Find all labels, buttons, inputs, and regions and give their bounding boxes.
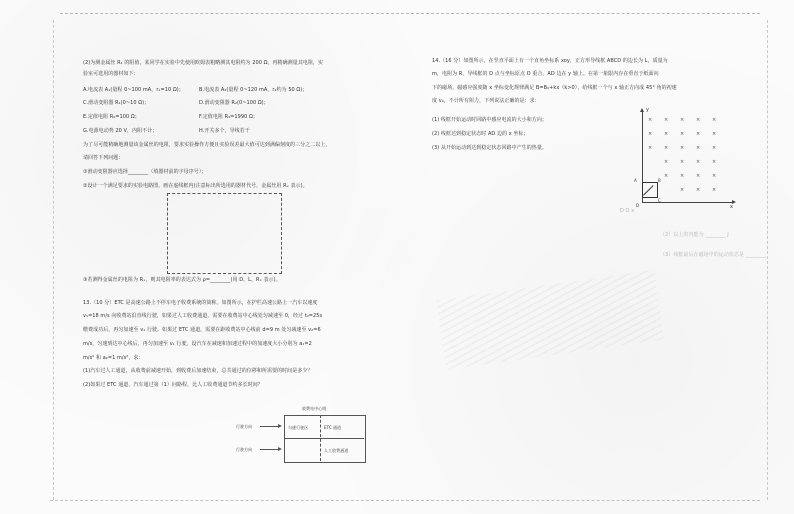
arrow-up-icon — [640, 108, 644, 112]
page-edge-right — [767, 20, 768, 500]
etc-row1-direction: 行驶方向 — [236, 424, 253, 429]
q2-option-f: F.定值电阻 R₄=1990 Ω； — [199, 114, 258, 120]
x-axis-label: x — [730, 204, 734, 210]
q2-option-a: A.电流表 A₁(量程 0~100 mA，r₁=10 Ω)； — [83, 87, 184, 93]
q14-part-2: (2) 线框达到稳定状态时 AD 边的 x 坐标； — [432, 131, 529, 137]
q2-option-c: C.滑动变阻器 R₁(0~10 Ω)； — [83, 100, 150, 106]
arrow-right-icon — [278, 424, 282, 428]
etc-row2-direction: 行驶方向 — [236, 447, 253, 452]
field-mark-icon: × — [696, 117, 701, 123]
etc-row1-middle: 匀速行驶区 — [288, 425, 309, 430]
page-edge-left — [53, 20, 54, 500]
field-mark-icon: × — [664, 117, 669, 123]
field-mark-icon: × — [664, 159, 669, 165]
field-mark-icon: × — [680, 131, 685, 137]
etc-row1-arrow — [260, 426, 280, 427]
ghost-line-1: （2）以上的内能为 ________ J — [660, 232, 729, 238]
q13-part-2: (2)如果过 ETC 通道，汽车通过第（1）问路程，比人工收费通道节约多长时间？ — [83, 382, 263, 388]
field-mark-icon: × — [712, 173, 717, 179]
corner-a-label: A — [634, 178, 637, 183]
etc-lanes-frame — [284, 415, 366, 463]
page-edge-bottom — [50, 500, 760, 501]
field-mark-icon: × — [712, 145, 717, 151]
field-mark-icon: × — [648, 145, 653, 151]
field-mark-icon: × — [664, 145, 669, 151]
q13-line-1: 13.（10 分）ETC 是高速公路上不停车电子收费系统的简称。如图所示，在护栏高速公路上一汽车以速度 — [83, 300, 318, 306]
q14-part-1: (1) 线框开始运动时回路中感应电流的大小和方向； — [432, 117, 547, 123]
etc-center-label: 收费站中心线 — [302, 406, 327, 411]
q2-option-d: D.滑动变阻器 R₂(0~100 Ω)； — [199, 100, 269, 106]
q14-line-2: m，电阻为 R，导线框的 D 点与坐标原点 O 重合，AD 边在 y 轴上。在第一象限内存在垂直于纸面向 — [432, 71, 659, 77]
q2-line-2: 验室可选用的器材如下： — [83, 71, 139, 77]
q14-line-1: 14.（16 分）如图所示，在竖直平面上有一个直角坐标系 xoy，正方形导线框 ABCD 的边长为 L，质量为 — [432, 58, 668, 64]
magnetic-field-figure — [626, 107, 736, 210]
field-mark-icon: × — [680, 117, 685, 123]
page-edge-top — [60, 13, 760, 14]
q2-line-1: (2)为测金属丝 R₁ 的阻值，某同学在实验中先使用欧姆表粗略测其电阻约为 200 Ω，再精确测量其电阻，实 — [83, 60, 323, 66]
field-mark-icon: × — [680, 159, 685, 165]
y-axis-label: y — [646, 107, 650, 113]
q2-option-e: E.定值电阻 R₀=100 Ω； — [83, 114, 140, 120]
q2-option-b: B.电流表 A₂(量程 0~120 mA，r₂约为 50 Ω)； — [199, 87, 308, 93]
field-mark-icon: × — [648, 117, 653, 123]
q13-part-1: (1)汽车过人工通道，从收费前减速开始，到收费后加速结束，总共通过的位移和所需要的时间是多少？ — [83, 368, 313, 374]
field-mark-icon: × — [696, 145, 701, 151]
wire-frame-square — [642, 182, 658, 198]
q13-line-2: v₁=18 m/s 向收费站沿直线行驶，如果过人工收费通道，需要在收费站中心线处匀减速至 0，经过 t₀=25s — [83, 313, 323, 319]
q13-line-4: m/s，匀速到达中心线后，再匀加速至 v₁ 行驶。设汽车在减速和加速过程中的加速度大小分别为 a₁=2 — [83, 341, 312, 347]
origin-d-label: D — [636, 203, 640, 208]
etc-row1-right: ETC 通道 — [324, 425, 342, 430]
arrow-right-icon — [278, 447, 282, 451]
field-mark-icon: × — [712, 187, 717, 193]
etc-lane-divider — [284, 438, 364, 439]
field-mark-icon: × — [664, 173, 669, 179]
field-mark-icon: × — [680, 187, 685, 193]
field-mark-icon: × — [664, 131, 669, 137]
q2-prompt: 请回答下列问题： — [83, 155, 124, 161]
q13-line-3: 缴费成功后，再匀加速至 v₁ 行驶。如果过 ETC 通道，需要在距收费站中心线前 d=9 m 处匀减速至 v₂=6 — [83, 327, 321, 333]
q2-sub-1: ①滑动变阻器应选择________（填器材前的字母序号）； — [83, 169, 207, 175]
corner-c-label: C — [658, 198, 661, 203]
etc-row2-arrow — [260, 449, 280, 450]
field-mark-icon: × — [680, 145, 685, 151]
field-mark-icon: × — [696, 173, 701, 179]
q13-line-5: m/s² 和 a₂=1 m/s²，求： — [83, 355, 144, 361]
ghost-line-2: （3）线框最后在磁场中的运动状态是 ________ — [660, 252, 767, 258]
field-mark-icon: × — [696, 131, 701, 137]
field-mark-icon: × — [648, 131, 653, 137]
etc-diagram — [236, 406, 366, 466]
q2-sub-2: ②设计一个满足要求的实验电路图，画在虚线框内(注意标出所选用的器材代号，金属丝用 Rₓ 表示)。 — [83, 183, 308, 189]
x-axis — [642, 202, 734, 203]
q2-option-h: H.开关多个，导线若干 — [199, 128, 250, 134]
field-mark-icon: × — [696, 187, 701, 193]
ghost-axis-labels: D O x — [620, 208, 635, 214]
corner-b-label: B — [658, 178, 661, 183]
field-mark-icon: × — [712, 159, 717, 165]
q14-line-3: 下的磁场，磁感应强度随 x 坐标变化规律满足 B=B₀+kx（k>0），给线框一个与 x 轴正方向成 45° 角的初速 — [432, 85, 677, 91]
field-mark-icon: × — [712, 131, 717, 137]
field-mark-icon: × — [712, 117, 717, 123]
q14-part-3: (3) 从开始运动到达到稳定状态回路中产生的热量。 — [432, 145, 547, 151]
q14-line-4: 度 v₀，不计所有阻力，下列说法正确的是：求： — [432, 98, 540, 104]
q2-requirement: 为了尽可能精确地测量该金属丝的电阻，要求实验操作方便且实验误差最大值可达到满偏刻度的三分之二以上， — [83, 142, 331, 148]
field-mark-icon: × — [696, 159, 701, 165]
field-mark-icon: × — [680, 173, 685, 179]
q2-option-g: G.电源电动势 20 V，内阻不计； — [83, 128, 158, 134]
q2-sub-3: ③若测得金属丝的电阻为 Rₓ，则其电阻率的表达式为 ρ=________(用 D、L、Rₓ 表示)。 — [83, 277, 281, 283]
circuit-drawing-box[interactable] — [167, 193, 282, 274]
etc-row2-right: 人工收费通道 — [324, 448, 349, 453]
